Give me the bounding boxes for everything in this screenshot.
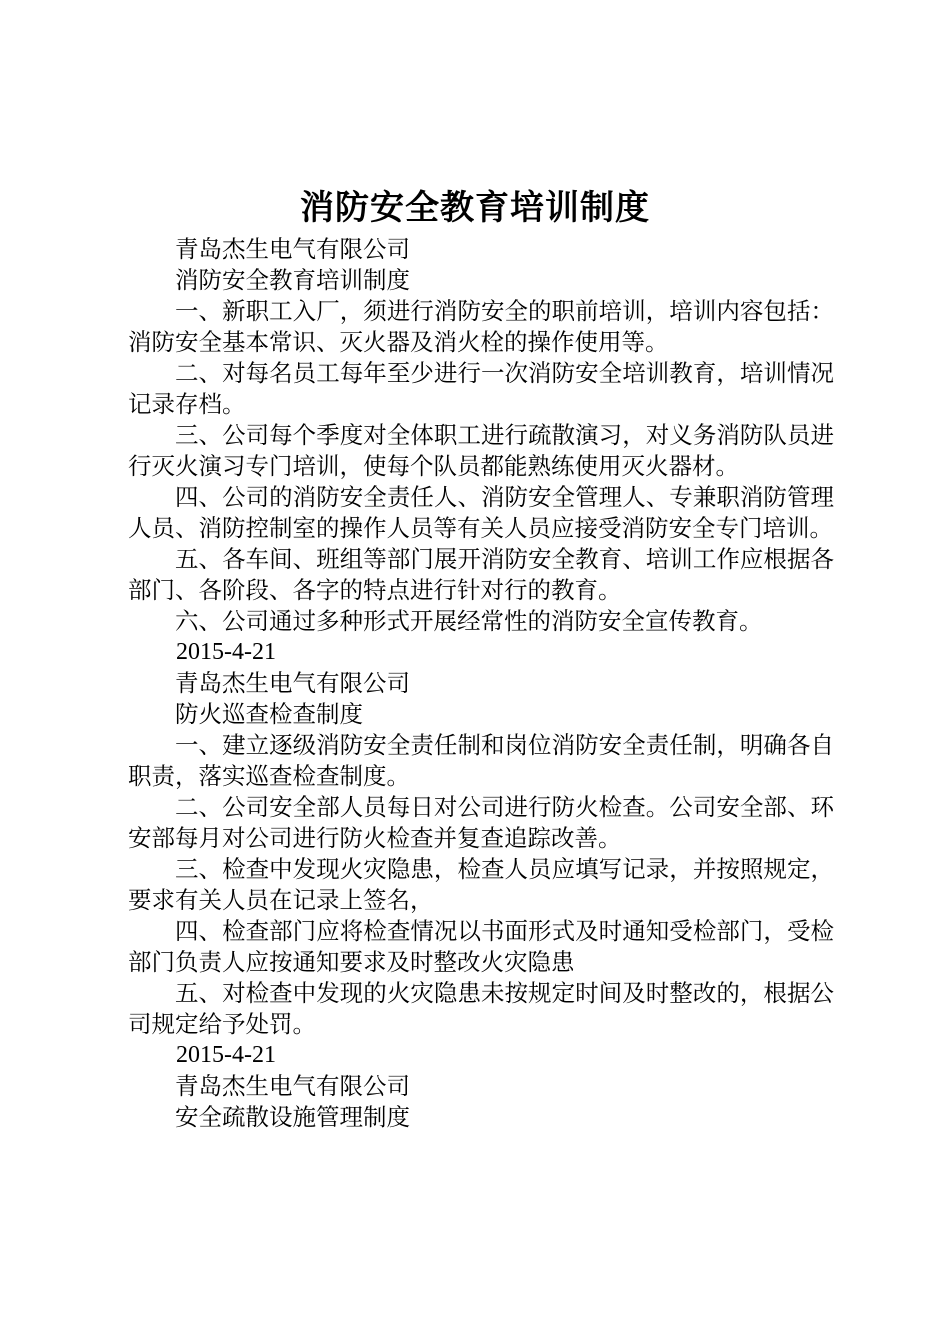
date-1: 2015-4-21: [176, 639, 276, 665]
section-heading-evacuation: 安全疏散设施管理制度: [175, 1103, 410, 1131]
inspection-item-5: 五、对检查中发现的火灾隐患未按规定时间及时整改的，根据公司规定给予处罚。: [128, 979, 834, 1038]
date-2: 2015-4-21: [176, 1042, 276, 1068]
company-name-3: 青岛杰生电气有限公司: [175, 1072, 410, 1100]
training-item-6: 六、公司通过多种形式开展经常性的消防安全宣传教育。: [175, 607, 763, 635]
document-title: 消防安全教育培训制度: [300, 188, 650, 228]
section-heading-inspection: 防火巡查检查制度: [175, 700, 363, 728]
inspection-item-3: 三、检查中发现火灾隐患，检查人员应填写记录，并按照规定，要求有关人员在记录上签名，: [128, 855, 834, 914]
company-name-2: 青岛杰生电气有限公司: [175, 669, 410, 697]
training-item-4: 四、公司的消防安全责任人、消防安全管理人、专兼职消防管理人员、消防控制室的操作人员等有关人员应接受消防安全专门培训。: [128, 483, 834, 542]
inspection-item-2: 二、公司安全部人员每日对公司进行防火检查。公司安全部、环安部每月对公司进行防火检查并复查追踪改善。: [128, 793, 834, 852]
inspection-item-1: 一、建立逐级消防安全责任制和岗位消防安全责任制，明确各自职责，落实巡查检查制度。: [128, 731, 834, 790]
training-item-1: 一、新职工入厂，须进行消防安全的职前培训，培训内容包括：消防安全基本常识、灭火器及消火栓的操作使用等。: [128, 297, 834, 356]
inspection-item-4: 四、检查部门应将检查情况以书面形式及时通知受检部门，受检部门负责人应按通知要求及时整改火灾隐患: [128, 917, 834, 976]
section-heading-training: 消防安全教育培训制度: [175, 266, 410, 294]
document-body: [128, 234, 834, 1133]
company-name-1: 青岛杰生电气有限公司: [175, 235, 410, 263]
training-item-3: 三、公司每个季度对全体职工进行疏散演习，对义务消防队员进行灭火演习专门培训，使每个队员都能熟练使用灭火器材。: [128, 421, 834, 480]
training-item-5: 五、各车间、班组等部门展开消防安全教育、培训工作应根据各部门、各阶段、各字的特点进行针对行的教育。: [128, 545, 834, 604]
training-item-2: 二、对每名员工每年至少进行一次消防安全培训教育，培训情况记录存档。: [128, 359, 834, 418]
